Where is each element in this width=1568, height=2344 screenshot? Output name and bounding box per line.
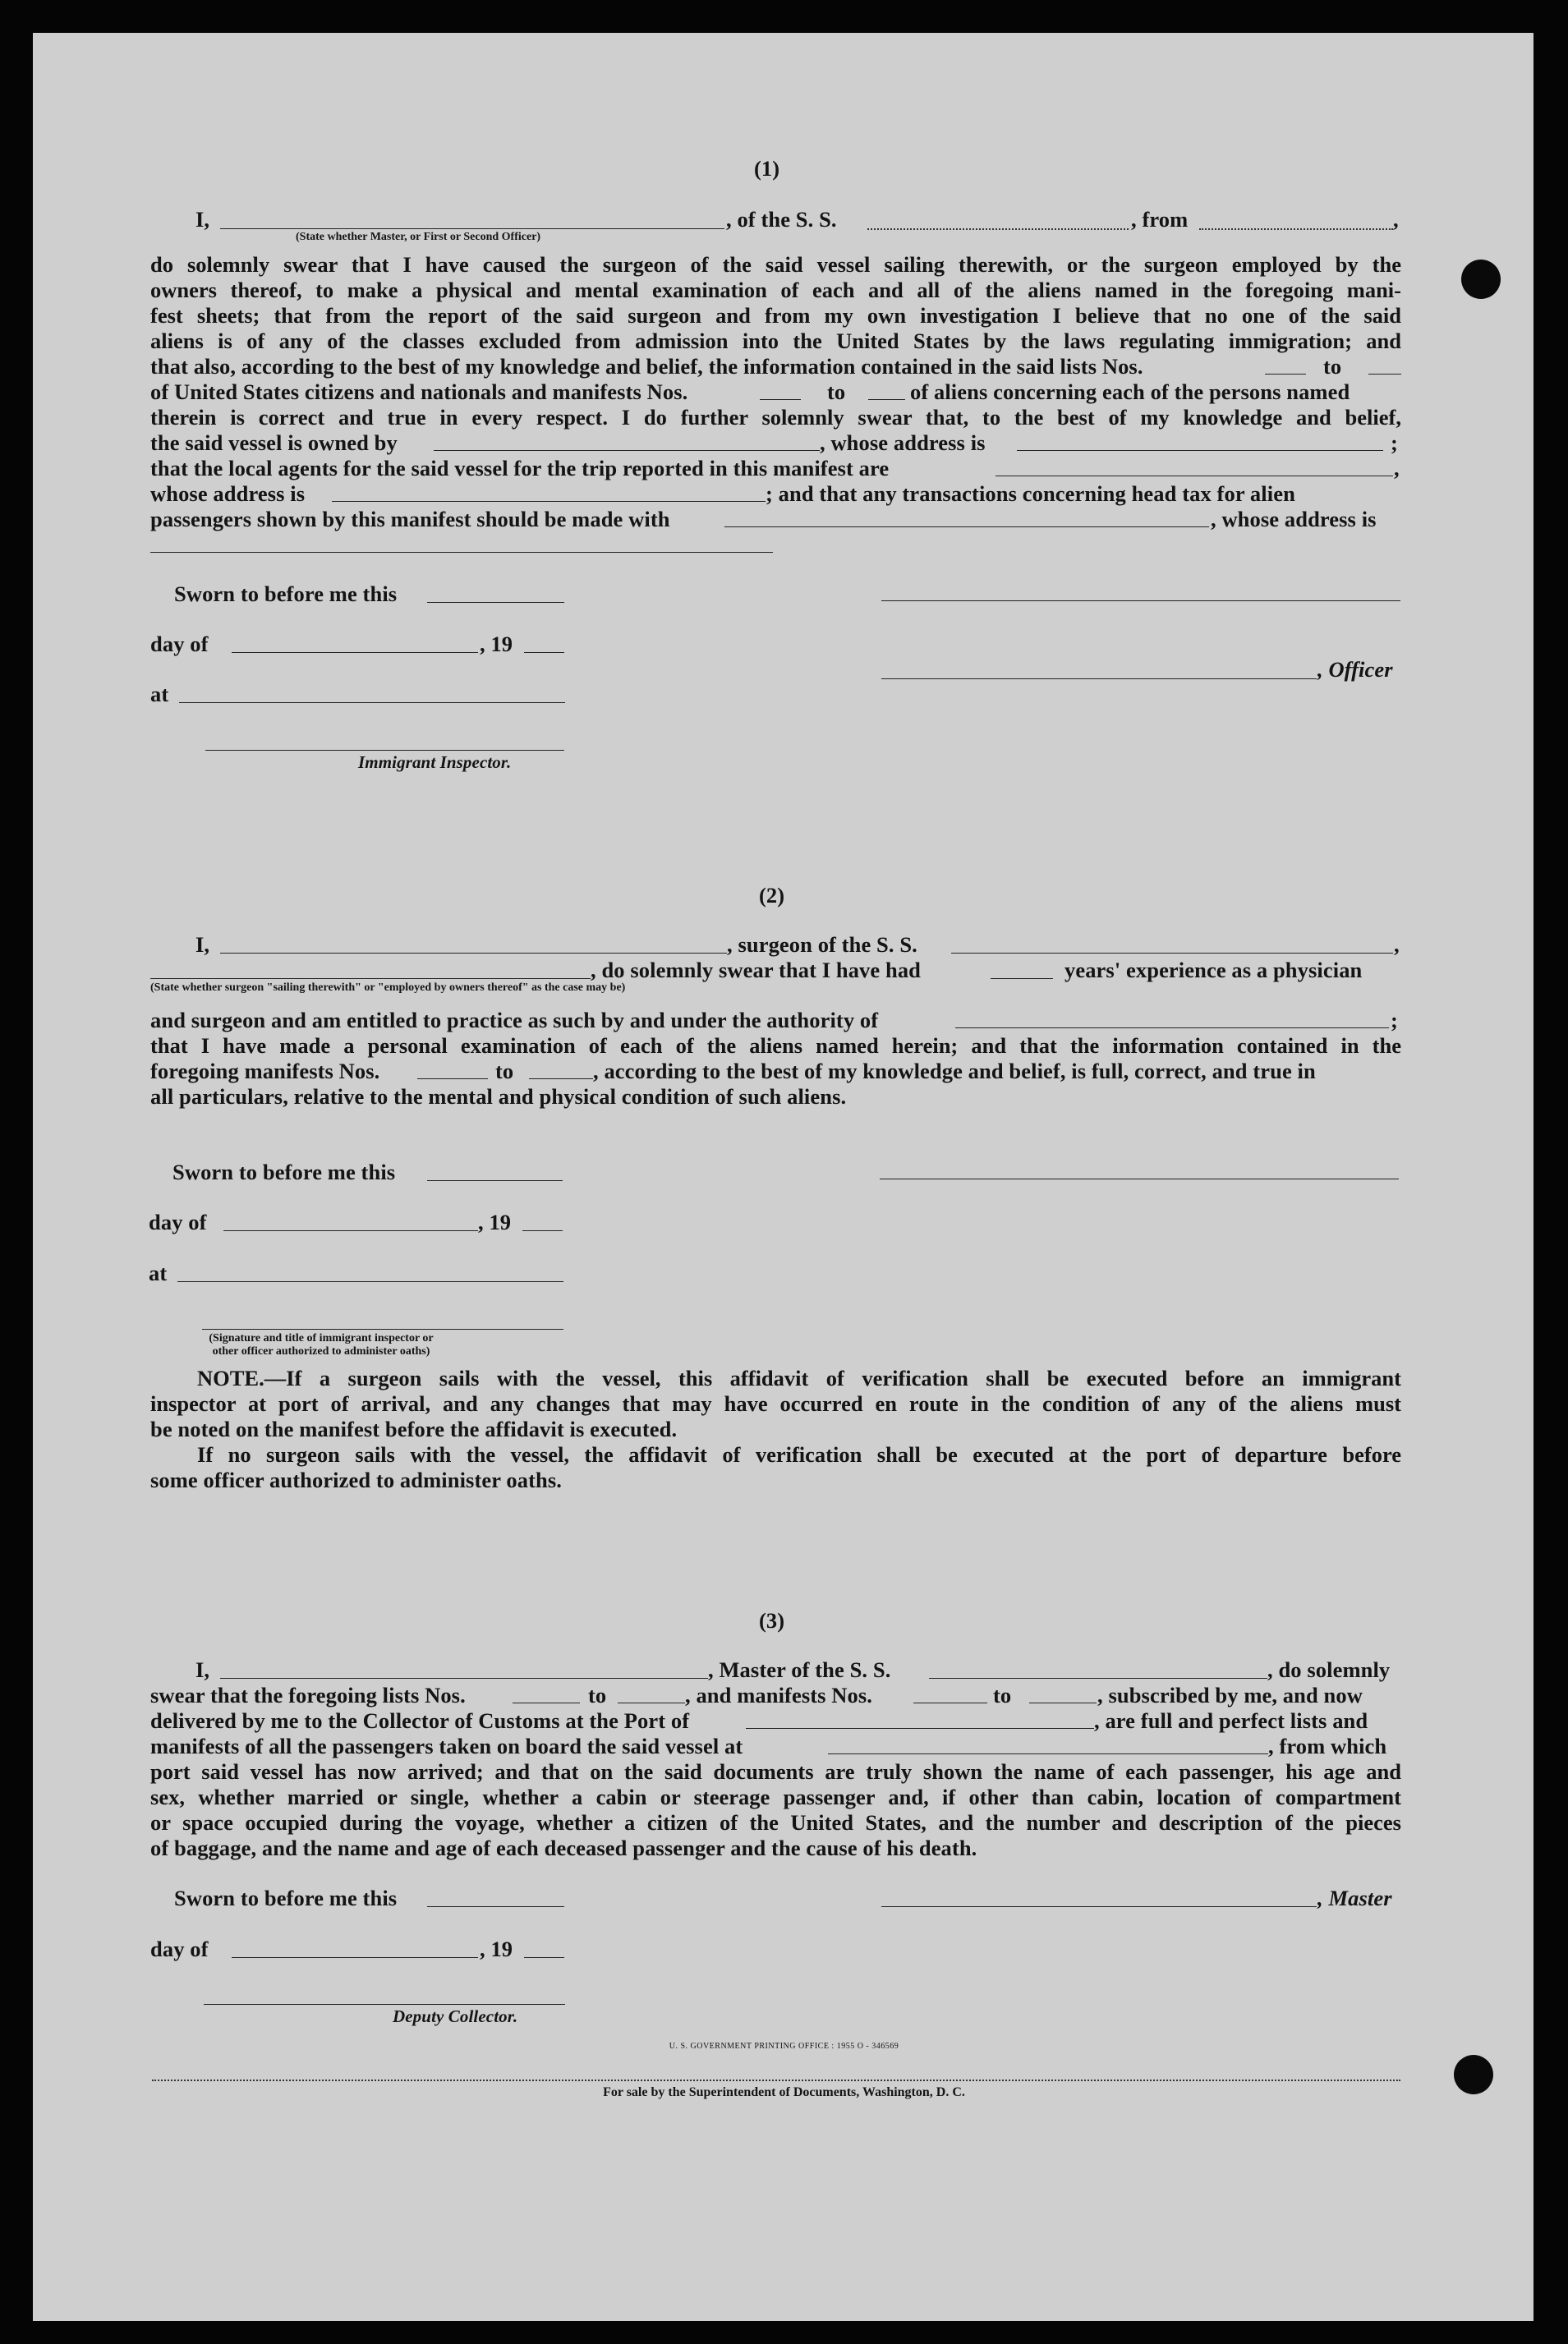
s3-year-blank[interactable] (524, 1957, 564, 1958)
s2-note-line-2: inspector at port of arrival, and any changes that may have occurred en route in the condition of any of the aliens must (150, 1391, 1401, 1416)
s1-head-tax-party-blank[interactable] (724, 526, 1209, 527)
s3-master-name-blank[interactable] (220, 1678, 708, 1679)
s2-line-6: all particulars, relative to the mental and physical condition of such aliens. (150, 1084, 847, 1109)
s2-line-4: that I have made a personal examination of each of the aliens named herein; and that the information contained in the (150, 1033, 1401, 1058)
s3-line-6: sex, whether married or single, whether a cabin or steerage passenger and, if other than cabin, location of compartment (150, 1785, 1401, 1809)
s2-surgeon-note: (State whether surgeon "sailing therewith" or "employed by owners thereof" as the case may be) (150, 981, 626, 994)
section-2-number: (2) (759, 883, 785, 908)
s1-to-2: to (827, 379, 846, 404)
s3-line-2a: swear that the foregoing lists Nos. (150, 1683, 466, 1707)
s2-year-blank[interactable] (522, 1230, 563, 1231)
s2-manifests-from-blank[interactable] (417, 1078, 488, 1079)
s1-semicolon-1: ; (1391, 430, 1398, 455)
s1-manifests-to-blank[interactable] (868, 399, 905, 400)
punch-hole-top (1461, 260, 1501, 299)
s1-officer-label: , Officer (1317, 657, 1393, 682)
s3-line-5: port said vessel has now arrived; and that on the said documents are truly shown the name of each passenger, his age and (150, 1759, 1401, 1784)
s2-note-line-1 (197, 1366, 1401, 1391)
s1-whose-address: , whose address is (820, 430, 986, 455)
s1-passengers: passengers shown by this manifest should be made with (150, 507, 670, 531)
s3-to-1: to (588, 1683, 607, 1707)
s2-swear: , do solemnly swear that I have had (591, 958, 922, 982)
s1-line-5: that also, according to the best of my knowledge and belief, the information contained in the said lists Nos. (150, 354, 1143, 379)
s3-day-blank[interactable] (232, 1957, 478, 1958)
s2-years-blank[interactable] (991, 978, 1053, 979)
s3-port-blank[interactable] (746, 1728, 1094, 1729)
s3-line-4b: , from which (1268, 1734, 1387, 1758)
s3-collector-signature-line[interactable] (204, 2004, 565, 2005)
s1-line-4: aliens is of any of the classes excluded from admission into the United States by the laws regulating immigration; and (150, 329, 1401, 353)
s3-ship-name-blank[interactable] (929, 1678, 1267, 1679)
s3-line-3a: delivered by me to the Collector of Customs at the Port of (150, 1708, 690, 1733)
s2-sworn: Sworn to before me this (172, 1160, 396, 1184)
s3-line-2b: , and manifests Nos. (685, 1683, 873, 1707)
s1-agents-address-blank[interactable] (332, 501, 766, 502)
s2-comma: , (1394, 932, 1400, 957)
s1-whose-address-end: , whose address is (1211, 507, 1377, 531)
footer-rule (152, 2080, 1400, 2081)
s1-head-tax: ; and that any transactions concerning head tax for alien (766, 481, 1295, 506)
s1-of-ss: , of the S. S. (726, 207, 837, 232)
s2-note-text-1: —If a surgeon sails with the vessel, this affidavit of verification shall be executed before an immigrant (264, 1366, 1401, 1390)
s2-inspector-signature-line[interactable] (202, 1329, 563, 1330)
s3-line-3b: , are full and perfect lists and (1094, 1708, 1368, 1733)
s1-owned-by: the said vessel is owned by (150, 430, 398, 455)
s3-nineteen: , 19 (480, 1937, 513, 1961)
s1-day-of: day of (150, 632, 209, 656)
s1-comma-2: , (1394, 456, 1400, 480)
s2-surgeon-of: , surgeon of the S. S. (727, 932, 917, 957)
s1-ship-name-blank[interactable] (867, 228, 1129, 230)
s2-at-blank[interactable] (177, 1281, 563, 1282)
s3-i: I, (195, 1657, 210, 1682)
s3-master-label: , Master (1317, 1886, 1392, 1910)
s2-note-line-4: If no surgeon sails with the vessel, the affidavit of verification shall be executed at the port of departure before (197, 1442, 1401, 1467)
s1-day-blank[interactable] (232, 652, 478, 653)
s1-at-blank[interactable] (179, 702, 565, 703)
s1-lists-from-blank[interactable] (1265, 374, 1306, 375)
s1-manifests-from-blank[interactable] (760, 399, 801, 400)
s1-line-6b: of aliens concerning each of the persons named (910, 379, 1350, 404)
s1-sworn-date-blank[interactable] (427, 602, 564, 603)
s1-inspector-label: Immigrant Inspector. (358, 752, 512, 772)
s2-to: to (495, 1059, 514, 1083)
s2-note-line-5: some officer authorized to administer oaths. (150, 1468, 562, 1492)
s1-nineteen: , 19 (480, 632, 513, 656)
s2-authority-blank[interactable] (955, 1027, 1389, 1028)
s2-line-5b: , according to the best of my knowledge and belief, is full, correct, and true in (593, 1059, 1316, 1083)
s1-owner-blank[interactable] (434, 450, 820, 451)
s1-year-blank[interactable] (524, 652, 564, 653)
s1-officer-signature-line[interactable] (881, 600, 1400, 601)
s2-line-3: and surgeon and am entitled to practice as such by and under the authority of (150, 1008, 879, 1032)
s3-line-8: of baggage, and the name and age of each deceased passenger and the cause of his death. (150, 1836, 977, 1860)
s1-lists-to-blank[interactable] (1368, 374, 1401, 375)
s3-master-of: , Master of the S. S. (708, 1657, 891, 1682)
s2-semicolon: ; (1391, 1008, 1398, 1032)
s2-nineteen: , 19 (478, 1210, 512, 1234)
s2-note-line-3: be noted on the manifest before the affidavit is executed. (150, 1417, 678, 1441)
s1-line-3: fest sheets; that from the report of the said surgeon and from my own investigation I believe that no one of the said (150, 303, 1401, 328)
footer-gpo: U. S. GOVERNMENT PRINTING OFFICE : 1955 O - 346569 (669, 2042, 899, 2051)
s2-i: I, (195, 932, 210, 957)
s2-note-label: NOTE. (197, 1366, 264, 1390)
s1-local-agents: that the local agents for the said vessel for the trip reported in this manifest are (150, 456, 890, 480)
s2-line-5a: foregoing manifests Nos. (150, 1059, 380, 1083)
s1-from: , from (1131, 207, 1189, 232)
s1-to-1: to (1323, 354, 1342, 379)
s1-line-7: therein is correct and true in every respect. I do further solemnly swear that, to the best of my knowledge and belief, (150, 405, 1401, 430)
s2-surgeon-type-blank[interactable] (150, 978, 591, 979)
s3-day-of: day of (150, 1937, 209, 1961)
s1-officer-title-line[interactable] (881, 678, 1317, 679)
s2-sworn-date-blank[interactable] (427, 1180, 563, 1181)
s1-from-port-blank[interactable] (1199, 228, 1393, 230)
s3-solemnly: , do solemnly (1267, 1657, 1391, 1682)
s1-master-note: (State whether Master, or First or Second Officer) (296, 231, 541, 243)
s3-deputy-label: Deputy Collector. (393, 2006, 518, 2026)
s1-line-6a: of United States citizens and nationals and manifests Nos. (150, 379, 688, 404)
s3-line-4a: manifests of all the passengers taken on board the said vessel at (150, 1734, 743, 1758)
s1-whose-address-is: whose address is (150, 481, 306, 506)
section-1-number: (1) (754, 156, 780, 181)
s3-sworn: Sworn to before me this (174, 1886, 398, 1910)
s1-officer-name-blank[interactable] (220, 228, 724, 229)
s3-to-2: to (993, 1683, 1012, 1707)
s2-years: years' experience as a physician (1064, 958, 1363, 982)
s2-day-of: day of (149, 1210, 207, 1234)
s1-owner-address-blank[interactable] (1017, 450, 1383, 451)
s2-at: at (149, 1261, 168, 1285)
s2-sig-note-2: other officer authorized to administer oaths) (212, 1345, 430, 1358)
s3-master-signature-line[interactable] (881, 1906, 1317, 1907)
section-3-number: (3) (759, 1608, 785, 1633)
s3-sworn-date-blank[interactable] (427, 1906, 564, 1907)
s2-ship-name-blank[interactable] (951, 953, 1393, 954)
s3-boarding-port-blank[interactable] (828, 1753, 1268, 1754)
s3-line-7: or space occupied during the voyage, whether a citizen of the United States, and the number and description of the pieces (150, 1810, 1401, 1835)
s1-line-2: owners thereof, to make a physical and mental examination of each and all of the aliens named in the foregoing mani- (150, 278, 1401, 302)
s2-sig-note-1: (Signature and title of immigrant inspector or (209, 1332, 434, 1344)
s1-inspector-signature-line[interactable] (205, 750, 564, 751)
s2-surgeon-name-blank[interactable] (220, 953, 727, 954)
s1-line-1: do solemnly swear that I have caused the surgeon of the said vessel sailing therewith, or the surgeon employed by the (150, 252, 1401, 277)
s1-sworn: Sworn to before me this (174, 581, 398, 606)
s1-head-tax-address-blank[interactable] (150, 552, 773, 553)
footer-sale: For sale by the Superintendent of Documents, Washington, D. C. (603, 2085, 965, 2099)
s1-i: I, (195, 207, 210, 232)
s1-comma: , (1393, 207, 1399, 232)
s2-day-blank[interactable] (223, 1230, 478, 1231)
s3-line-2c: , subscribed by me, and now (1097, 1683, 1363, 1707)
s1-at: at (150, 682, 169, 706)
s2-manifests-to-blank[interactable] (529, 1078, 593, 1079)
